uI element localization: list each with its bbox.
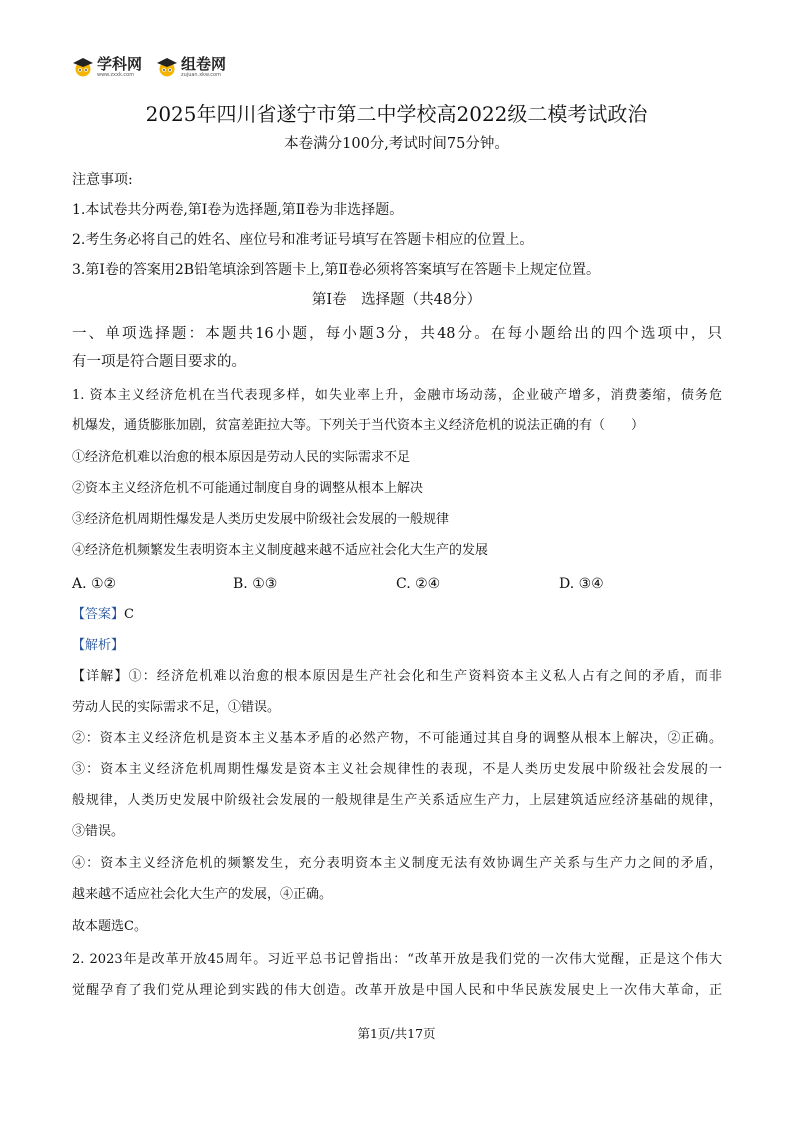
statement: ②资本主义经济危机不可能通过制度自身的调整从根本上解决 — [72, 481, 424, 496]
detail-line — [72, 760, 722, 780]
logo-xuekewang[interactable] — [72, 56, 142, 78]
instructions-text: 一、单项选择题：本题共16小题，每小题3分，共48分。在每小题给出的四个选项中，只 — [72, 326, 722, 342]
question-stem-text: 觉醒孕育了我们党从理论到实践的伟大创造。改革开放是中国人民和中华民族发展史上一次伟大革命，正 — [72, 983, 722, 998]
logo-url: www.zxxk.com — [97, 72, 135, 78]
statement: ①经济危机难以治愈的根本原因是劳动人民的实际需求不足 — [72, 450, 411, 465]
detail-text: ③：资本主义经济危机周期性爆发是资本主义社会规律性的表现，不是人类历史发展中阶级社会发展的一 — [72, 762, 722, 777]
answer-line — [72, 605, 134, 625]
detail-text: ④：资本主义经济危机的频繁发生，充分表明资本主义制度无法有效协调生产关系与生产力之间的矛盾， — [72, 856, 722, 871]
notice-item: 1.本试卷共分两卷,第Ⅰ卷为选择题,第Ⅱ卷为非选择题。 — [72, 202, 404, 218]
graduate-cap-icon — [156, 57, 178, 77]
notice-item: 2.考生务必将自己的姓名、座位号和准考证号填写在答题卡相应的位置上。 — [72, 232, 534, 248]
question-stem: 机爆发，通货膨胀加剧，贫富差距拉大等。下列关于当代资本主义经济危机的说法正确的有（ ） — [72, 418, 645, 433]
option-d[interactable]: D. ③④ — [559, 576, 604, 592]
detail-label: 【详解】 — [72, 669, 129, 684]
logo-name: 学科网 — [97, 55, 143, 73]
detail-text — [72, 667, 722, 687]
question-stem — [72, 981, 722, 1001]
detail-line: 故本题选C。 — [72, 919, 147, 934]
question-stem — [72, 950, 722, 970]
logo-zujuanwang[interactable] — [156, 56, 226, 78]
analysis-label: 【解析】 — [72, 638, 125, 653]
detail-text: 般规律，人类历史发展中阶级社会发展的一般规律是生产关系适应生产力，上层建筑适应经济基础的规律， — [72, 793, 722, 808]
detail-line — [72, 667, 722, 687]
instructions-line — [72, 324, 722, 344]
instructions-line: 有一项是符合题目要求的。 — [72, 354, 246, 370]
question-stem-text: 1. 资本主义经济危机在当代表现多样，如失业率上升，金融市场动荡，企业破产增多，消费萎缩，债务危 — [72, 388, 722, 403]
option-a[interactable]: A. ①② — [72, 576, 117, 592]
option-c[interactable]: C. ②④ — [396, 576, 441, 592]
detail-line — [72, 791, 722, 811]
question-stem — [72, 386, 722, 406]
detail-text: ②：资本主义经济危机是资本主义基本矛盾的必然产物，不可能通过其自身的调整从根本上解决，②正确。 — [72, 731, 722, 746]
question-stem-text: 2. 2023年是改革开放45周年。习近平总书记曾指出：“改革开放是我们党的一次伟大觉醒，正是这个伟大 — [72, 952, 722, 967]
statement: ④经济危机频繁发生表明资本主义制度越来越不适应社会化大生产的发展 — [72, 543, 489, 558]
detail-line: 劳动人民的实际需求不足，①错误。 — [72, 700, 281, 715]
exam-info: 本卷满分100分,考试时间75分钟。 — [284, 136, 509, 152]
detail-line: 越来越不适应社会化大生产的发展，④正确。 — [72, 887, 333, 902]
logo-name: 组卷网 — [181, 55, 227, 73]
option-b[interactable]: B. ①③ — [233, 576, 278, 592]
page-title: 2025年四川省遂宁市第二中学校高2022级二模考试政治 — [145, 102, 648, 126]
detail-line — [72, 729, 722, 749]
detail-line: ③错误。 — [72, 824, 125, 839]
section-title: 第Ⅰ卷 选择题（共48分） — [311, 292, 482, 308]
statement: ③经济危机周期性爆发是人类历史发展中阶级社会发展的一般规律 — [72, 512, 450, 527]
notice-item: 3.第Ⅰ卷的答案用2B铅笔填涂到答题卡上,第Ⅱ卷必须将答案填写在答题卡上规定位置。 — [72, 262, 601, 278]
detail-line — [72, 854, 722, 874]
answer-label: 【答案】 — [72, 607, 125, 622]
detail-body: ①：经济危机难以治愈的根本原因是生产社会化和生产资料资本主义私人占有之间的矛盾，而非 — [128, 669, 722, 684]
graduate-cap-icon — [72, 57, 94, 77]
logo-url: zujuan.xkw.com — [181, 72, 221, 78]
page-number: 第1页/共17页 — [357, 1026, 436, 1041]
notice-heading: 注意事项: — [72, 172, 133, 188]
header-logos — [72, 56, 226, 78]
answer-value: C — [124, 607, 134, 622]
